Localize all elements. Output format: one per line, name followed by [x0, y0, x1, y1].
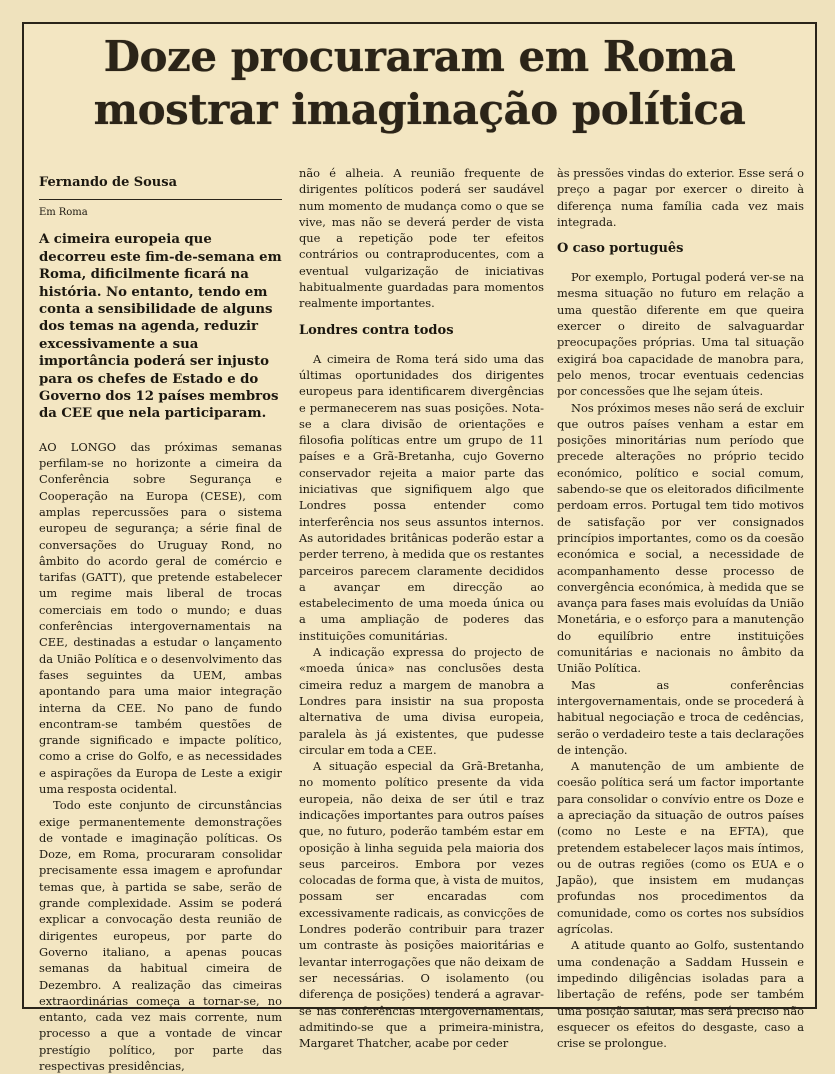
headline: Doze procuraram em Roma mostrar imaginação política — [93, 32, 746, 134]
column-3 — [557, 165, 804, 1051]
body-paragraph: não é alheia. A reunião frequente de dirigentes políticos poderá ser saudável num momento de mudança como o que se vive, mas não se deverá perder de vista que a repetição pode ter efeitos contrários ou contraproducentes, com a eventual vulgarização de iniciativas habitualmente guardadas para momentos realmente importantes. — [299, 166, 544, 311]
body-paragraph: às pressões vindas do exterior. Esse será o preço a pagar por exercer o direito à diferença numa família cada vez mais integrada. — [557, 166, 804, 229]
body-paragraph: A indicação expressa do projecto de «moeda única» nas conclusões desta cimeira reduz a margem de manobra a Londres para insistir na sua proposta alternativa de uma divisa europeia, paralela às já existentes, que pudesse circular em toda a CEE. — [299, 645, 544, 757]
column-2 — [299, 165, 544, 1051]
body-paragraph: A cimeira de Roma terá sido uma das últimas oportunidades dos dirigentes europeus para identificarem divergências e permanecerem nas suas posições. Nota-se a clara divisão de orientações e filosofia políticas entre um grupo de 11 países e a Grã-Bretanha, cujo Governo conservador rejeita a maior parte das iniciativas que signifiquem algo que Londres possa entender como interferência nos seus assuntos internos. As autoridades britânicas poderão estar a perder terreno, à medida que os restantes parceiros parecem claramente decididos a avançar em direcção ao estabelecimento de uma moeda única ou a uma ampliação de poderes das instituições comunitárias. — [299, 351, 544, 643]
newspaper-clipping — [22, 22, 817, 1074]
subheading: Londres contra todos — [299, 322, 454, 338]
dateline: Em Roma — [39, 199, 282, 221]
body-paragraph: Por exemplo, Portugal poderá ver-se na mesma situação no futuro em relação a uma questão diferente em que queira exercer o direito de salvaguardar preocupações próprias. Uma tal situação exigirá boa capacidade de manobra para, pelo menos, trocar eventuais cedencias por concessões que lhe sejam úteis. — [557, 270, 804, 399]
subheading: O caso português — [557, 241, 684, 257]
body-paragraph: A manutenção de um ambiente de coesão política será um factor importante para consolidar o convívio entre os Doze e a apreciação da situação de outros países (como no Leste e na EFTA), que pretendem estabelecer laços mais íntimos, ou de outras regiões (como os EUA e o Japão), que insistem em mudanças profundas nos procedimentos da comunidade, como os cortes nos subsídios agrícolas. — [557, 759, 804, 937]
body-paragraph: AO LONGO das próximas semanas perfilam-se no horizonte a cimeira da Conferência sobre Segurança e Cooperação na Europa (CESE), com amplas repercussões para o sistema europeu de segurança; a série final de conversações do Uruguay Rond, no âmbito do acordo geral de comércio e tarifas (GATT), que pretende estabelecer um regime mais liberal de trocas comerciais em todo o mundo; e duas conferências intergovernamentais na CEE, destinadas a estudar o lançamento da União Política e o desenvolvimento das fases seguintes da UEM, ambas apontando para uma maior integração interna da CEE. No pano de fundo encontram-se também questões de grande significado e impacte político, como a crise do Golfo, e as necessidades e aspirações da Europa de Leste a exigir uma resposta ocidental. — [39, 439, 282, 796]
body-paragraph: A situação especial da Grã-Bretanha, no momento político presente da vida europeia, não deixa de ser útil e traz indicações importantes para outros países que, no futuro, poderão também estar em oposição à linha seguida pela maioria dos seus parceiros. Embora por vezes colocadas de forma que, à vista de muitos, possam ser encaradas com excessivamente radicais, as convicções de Londres poderão contribuir para trazer um contraste às posições maioritárias e levantar interrogações que não deixam de ser necessárias. O isolamento (ou diferença de posições) tenderá a agravar-se nas conferências intergovernamentais, admitindo-se que a primeira-ministra, Margaret Thatcher, acabe por ceder — [299, 759, 544, 1051]
body-paragraph: Mas as conferências intergovernamentais, onde se procederá à habitual negociação e troca de cedências, serão o verdadeiro teste a tais declarações de intenção. — [557, 677, 804, 757]
body-paragraph: Todo este conjunto de circunstâncias exige permanentemente demonstrações de vontade e imaginação políticas. Os Doze, em Roma, procuraram consolidar precisamente essa imagem e aprofundar temas que, à partida se sabe, serão de grande complexidade. Assim se poderá explicar a convocação desta reunião de dirigentes europeus, por parte do Governo italiano, a apenas poucas semanas da habitual cimeira de Dezembro. A realização das cimeiras extraordinárias começa a tornar-se, no entanto, cada vez mais corrente, num processo a que a vontade de vincar prestígio político, por parte das respectivas presidências, — [39, 798, 282, 1074]
body-paragraph: A atitude quanto ao Golfo, sustentando uma condenação a Saddam Hussein e impedindo diligências isoladas para a libertação de reféns, pode ser também uma posição salutar, mas será preciso não esquecer os efeitos do desgaste, caso a crise se prolongue. — [557, 938, 804, 1051]
body-paragraph: Nos próximos meses não será de excluir que outros países venham a estar em posições minoritárias num período que precede alterações no próprio tecido económico, político e social comum, sabendo-se que os eleitorados dificilmente perdoam erros. Portugal tem tido motivos de satisfação por ver consignados princípios importantes, como os da coesão económica e social, a necessidade de acompanhamento desse processo de convergência económica, à medida que se avança para fases mais evoluídas da União Monetária, e o esforço para a manutenção do equilíbrio entre instituições comunitárias e nacionais no âmbito da União Política. — [557, 400, 804, 676]
lead-paragraph: A cimeira europeia que decorreu este fim-de-semana em Roma, dificilmente ficará na história. No entanto, tendo em conta a sensibilidade de alguns dos temas na agenda, reduzir excessivamente a sua importância poderá ser injusto para os chefes de Estado e do Governo dos 12 países membros da CEE que nela participaram. — [39, 232, 282, 422]
column-1 — [39, 174, 282, 1074]
byline: Fernando de Sousa — [39, 175, 177, 190]
